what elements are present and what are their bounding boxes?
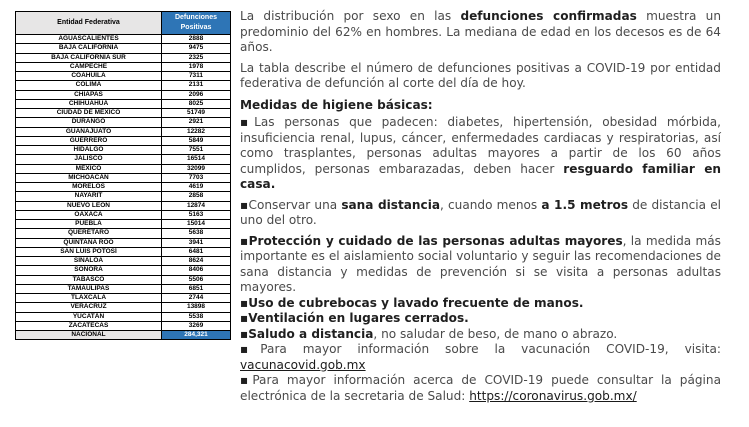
table-row <box>16 136 231 145</box>
deaths-by-state-table <box>15 11 230 340</box>
table-row <box>16 81 231 90</box>
deaths-cell: 8406 <box>162 266 231 275</box>
state-cell: TLAXCALA <box>16 294 162 303</box>
state-cell: CHIHUAHUA <box>16 99 162 108</box>
table-total-row <box>16 331 231 340</box>
table-row <box>16 118 231 127</box>
state-cell: SINALOA <box>16 257 162 266</box>
table-row <box>16 201 231 210</box>
header-state: Entidad Federativa <box>16 12 162 35</box>
table-row <box>16 155 231 164</box>
deaths-cell: 5506 <box>162 275 231 284</box>
table-row <box>16 164 231 173</box>
state-cell: QUINTANA ROO <box>16 238 162 247</box>
table-row <box>16 44 231 53</box>
deaths-cell: 2921 <box>162 118 231 127</box>
state-cell: CHIAPAS <box>16 90 162 99</box>
deaths-cell: 5638 <box>162 229 231 238</box>
state-cell: NAYARIT <box>16 192 162 201</box>
deaths-cell: 51749 <box>162 109 231 118</box>
state-cell: TABASCO <box>16 275 162 284</box>
table-header-row <box>16 12 231 35</box>
state-cell: MICHOACÁN <box>16 173 162 182</box>
deaths-cell: 5538 <box>162 312 231 321</box>
state-cell: CAMPECHE <box>16 62 162 71</box>
state-cell: TAMAULIPAS <box>16 284 162 293</box>
table-row <box>16 35 231 44</box>
table-row <box>16 72 231 81</box>
deaths-cell: 7551 <box>162 146 231 155</box>
table-row <box>16 62 231 71</box>
deaths-cell: 2131 <box>162 81 231 90</box>
header-value-line2: Positivas <box>180 24 212 31</box>
deaths-cell: 7311 <box>162 72 231 81</box>
total-label-cell: NACIONAL <box>16 331 162 340</box>
table-row <box>16 220 231 229</box>
state-cell: CIUDAD DE MÉXICO <box>16 109 162 118</box>
state-cell: PUEBLA <box>16 220 162 229</box>
deaths-cell: 9475 <box>162 44 231 53</box>
state-cell: OAXACA <box>16 210 162 219</box>
deaths-cell: 3941 <box>162 238 231 247</box>
deaths-cell: 32099 <box>162 164 231 173</box>
bullet-more-info: ▪Para mayor información acerca de COVID-19 puede consultar la página electrónica de la secretaria de Salud: https://coronavirus.gob.mx/ <box>240 373 721 403</box>
header-value-line1: Defunciones <box>174 14 217 21</box>
deaths-cell: 2888 <box>162 35 231 44</box>
explanatory-text <box>240 9 721 404</box>
table-row <box>16 284 231 293</box>
deaths-cell: 2744 <box>162 294 231 303</box>
coronavirus-link[interactable]: https://coronavirus.gob.mx/ <box>469 388 637 403</box>
deaths-cell: 6481 <box>162 247 231 256</box>
state-cell: COLIMA <box>16 81 162 90</box>
table-row <box>16 99 231 108</box>
vaccination-link[interactable]: vacunacovid.gob.mx <box>240 357 366 372</box>
table-row <box>16 321 231 330</box>
state-cell: YUCATÁN <box>16 312 162 321</box>
header-value <box>162 12 231 35</box>
hygiene-heading: Medidas de higiene básicas: <box>240 97 433 112</box>
bullet-risk-groups: ▪Las personas que padecen: diabetes, hipertensión, obesidad mórbida, insuficiencia renal, lupus, cáncer, enfermedades cardiacas y respiratorias, así como trasplantes, personas adultas mayores a partir de los 60 años cumplidos, personas embarazadas, deben hacer resguardo familiar en casa. <box>240 115 722 191</box>
bullet-ventilation: ▪Ventilación en lugares cerrados. <box>240 311 469 325</box>
deaths-cell: 6851 <box>162 284 231 293</box>
state-cell: HIDALGO <box>16 146 162 155</box>
table-row <box>16 109 231 118</box>
table-row <box>16 90 231 99</box>
deaths-cell: 4619 <box>162 183 231 192</box>
deaths-cell: 16514 <box>162 155 231 164</box>
table-row <box>16 312 231 321</box>
deaths-cell: 3269 <box>162 321 231 330</box>
table-row <box>16 238 231 247</box>
state-cell: COAHUILA <box>16 72 162 81</box>
table-row <box>16 183 231 192</box>
table-row <box>16 53 231 62</box>
deaths-cell: 1978 <box>162 62 231 71</box>
deaths-cell: 12874 <box>162 201 231 210</box>
paragraph-sex-distribution: La distribución por sexo en las defunciones confirmadas muestra un predominio del 62% en hombres. La mediana de edad en los decesos es de 64 años. <box>240 9 721 54</box>
deaths-cell: 8624 <box>162 257 231 266</box>
state-cell: ZACATECAS <box>16 321 162 330</box>
deaths-cell: 5849 <box>162 136 231 145</box>
paragraph-table-description: La tabla describe el número de defunciones positivas a COVID-19 por entidad federativa de defunción al corte del día de hoy. <box>240 60 721 90</box>
table-row <box>16 303 231 312</box>
table-row <box>16 247 231 256</box>
total-value-cell: 284,321 <box>162 331 231 340</box>
deaths-cell: 2325 <box>162 53 231 62</box>
state-cell: NUEVO LEÓN <box>16 201 162 210</box>
deaths-cell: 15014 <box>162 220 231 229</box>
table-row <box>16 229 231 238</box>
table-row <box>16 146 231 155</box>
state-cell: QUERÉTARO <box>16 229 162 238</box>
deaths-cell: 7703 <box>162 173 231 182</box>
deaths-cell: 13898 <box>162 303 231 312</box>
deaths-cell: 5163 <box>162 210 231 219</box>
bullet-elderly: ▪Protección y cuidado de las personas adultas mayores, la medida más importante es el aislamiento social voluntario y seguir las recomendaciones de sana distancia y medidas de prevención si se visita a personas adultas mayores. <box>240 233 721 294</box>
deaths-table <box>15 11 231 340</box>
bullet-vaccination: ▪Para mayor información sobre la vacunación COVID-19, visita: vacunacovid.gob.mx <box>240 342 721 372</box>
deaths-cell: 12282 <box>162 127 231 136</box>
table-row <box>16 266 231 275</box>
deaths-cell: 2858 <box>162 192 231 201</box>
table-row <box>16 275 231 284</box>
table-row <box>16 173 231 182</box>
bullet-masks: ▪Uso de cubrebocas y lavado frecuente de manos. <box>240 295 584 310</box>
state-cell: MORELOS <box>16 183 162 192</box>
state-cell: BAJA CALIFORNIA SUR <box>16 53 162 62</box>
state-cell: GUERRERO <box>16 136 162 145</box>
table-row <box>16 192 231 201</box>
state-cell: AGUASCALIENTES <box>16 35 162 44</box>
deaths-cell: 8025 <box>162 99 231 108</box>
state-cell: SAN LUIS POTOSÍ <box>16 247 162 256</box>
state-cell: BAJA CALIFORNIA <box>16 44 162 53</box>
table-row <box>16 127 231 136</box>
bullet-distance: ▪Conservar una sana distancia, cuando menos a 1.5 metros de distancia el uno del otro. <box>240 197 722 227</box>
state-cell: DURANGO <box>16 118 162 127</box>
state-cell: SONORA <box>16 266 162 275</box>
table-row <box>16 294 231 303</box>
table-row <box>16 210 231 219</box>
bullet-greeting: ▪Saludo a distancia, no saludar de beso, de mano o abrazo. <box>240 326 618 341</box>
state-cell: VERACRUZ <box>16 303 162 312</box>
deaths-cell: 2096 <box>162 90 231 99</box>
state-cell: GUANAJUATO <box>16 127 162 136</box>
state-cell: MÉXICO <box>16 164 162 173</box>
table-row <box>16 257 231 266</box>
state-cell: JALISCO <box>16 155 162 164</box>
